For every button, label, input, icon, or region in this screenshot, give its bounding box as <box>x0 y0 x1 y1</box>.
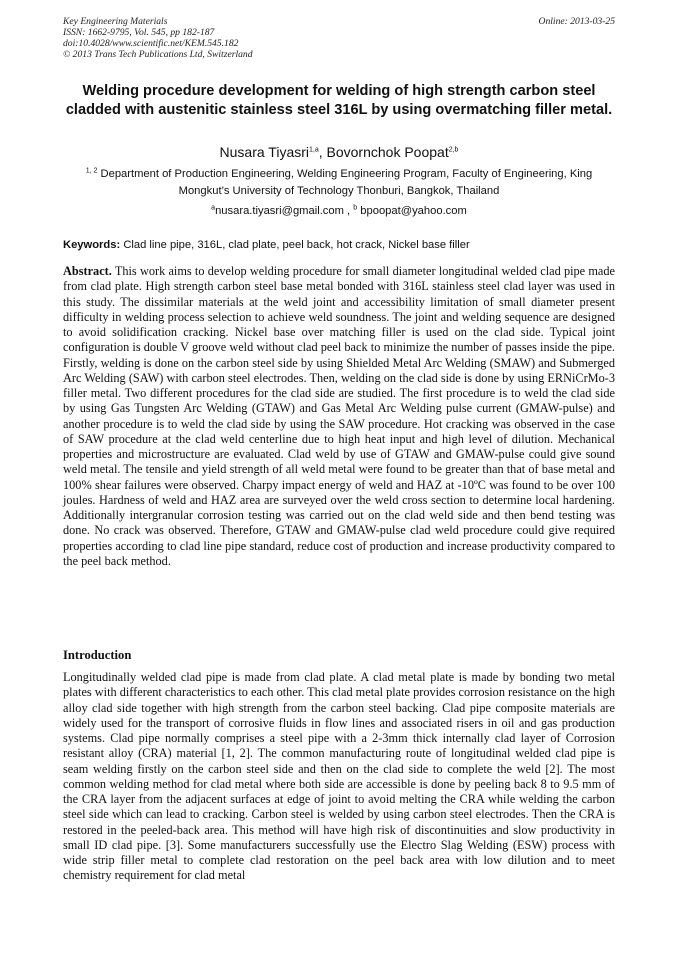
email-separator: , <box>343 205 354 217</box>
author-list <box>60 143 618 161</box>
affiliation-superscript: 1, 2 <box>85 167 98 175</box>
keywords-label: Keywords: <box>63 239 121 251</box>
keywords-text: Clad line pipe, 316L, clad plate, peel back, hot crack, Nickel base filler <box>123 239 470 251</box>
copyright-line: © 2013 Trans Tech Publications Ltd, Switzerland <box>63 49 253 60</box>
author-name: Bovornchok Poopat <box>326 144 449 160</box>
online-date: Online: 2013-03-25 <box>538 16 615 27</box>
abstract-text: This work aims to develop welding procedure for small diameter longitudinal welded clad pipe made from clad plate. High strength carbon steel base metal bonded with 316L stainless steel clad layer was used in this study. The dissimilar materials at the weld joint and accessibility limitation of small diameter present difficulty in welding process selection to achieve weld soundness. The joint and welding sequence are designed to avoid solidification cracking. Nickel base over matching filler is used on the clad side. Typical joint configuration is double V groove weld without clad peel back to minimize the number of passes inside the pipe. Firstly, welding is done on the carbon steel side by using Shielded Metal Arc Welding (SMAW) and Submerged Arc Welding (SAW) with carbon steel electrodes. Then, welding on the clad side is done by using ERNiCrMo-3 filler metal. Two different procedures for the clad side are studied. The first procedure is to weld the clad side by using Gas Tungsten Arc Welding (GTAW) and Gas Metal Arc Welding pulse current (GMAW-pulse) and another procedure is to weld the clad side by using the SAW procedure. Hot cracking was observed in the case of SAW procedure at the clad weld centerline due to high heat input and high level of dilution. Mechanical properties and microstructure are evaluated. Clad weld by use of GTAW and GMAW-pulse could give sound weld metal. The tensile and yield strength of all weld metal were found to be greater than that of base metal and 100% shear failures were observed. Charpy impact energy of weld and HAZ at -10ºC was found to be over 100 joules. Hardness of weld and HAZ area are surveyed over the weld cross section to determine local hardening. Additionally intergranular corrosion testing was carried out on the clad weld side and then bend testing was done. No crack was observed. Therefore, GTAW and GMAW-pulse clad weld procedure could give required properties according to clad line pipe standard, reduce cost of production and increase productivity compared to the peel back method. <box>63 264 615 568</box>
abstract <box>63 264 615 569</box>
author-separator: , <box>318 144 327 160</box>
journal-header <box>63 16 615 60</box>
affiliation <box>60 166 618 200</box>
email-link[interactable]: bpoopat@yahoo.com <box>360 205 467 217</box>
section-heading: Introduction <box>63 648 132 662</box>
author-emails <box>60 204 618 218</box>
email-superscript: a <box>211 204 216 212</box>
email-link[interactable]: nusara.tiyasri@gmail.com <box>215 205 344 217</box>
abstract-label: Abstract. <box>63 264 112 278</box>
introduction-text: Longitudinally welded clad pipe is made from clad plate. A clad metal plate is made by bonding two metal plates with different characteristics to each other. This clad metal plate provides corrosion resistance on the high alloy clad side together with high strength from the carbon steel backing. Clad pipe composite materials are widely used for the transport of corrosive fluids in flow lines and associated risers in oil and gas production systems. Clad pipe normally comprises a steel pipe with a 2-3mm thick internally clad layer of Corrosion resistant alloy (CRA) material [1, 2]. The common manufacturing route of longitudinal welded clad pipe is seam welding firstly on the carbon steel side and then on the clad side to complete the weld [2]. The most common welding method for clad metal where both side are accessible is done by peeling back 8 to 9.5 mm of the CRA layer from the adjacent surfaces at edge of joint to avoid melting the CRA while welding the carbon steel side which can lead to cracking. Carbon steel is welded by using carbon steel electrodes. Then the CRA is restored in the peeled-back area. This method will have high risk of discontinuities and slow productivity in small ID clad pipe. [3]. Some manufacturers successfully use the Electro Slag Welding (ESW) process with wide strip filler metal to complete clad restoration on the peel back area with low dilution and to meet chemistry requirement for clad metal <box>63 670 615 883</box>
issn-line: ISSN: 1662-9795, Vol. 545, pp 182-187 <box>63 27 215 38</box>
journal-name: Key Engineering Materials <box>63 16 168 27</box>
author-superscript: 1,a <box>309 146 319 154</box>
author-name: Nusara Tiyasri <box>219 144 309 160</box>
email-superscript: b <box>353 204 358 212</box>
affiliation-text: Department of Production Engineering, Welding Engineering Program, Faculty of Engineering, King Mongkut’s University of Technology Thonburi, Bangkok, Thailand <box>100 168 593 197</box>
author-superscript: 2,b <box>448 146 459 154</box>
doi-line: doi:10.4028/www.scientific.net/KEM.545.182 <box>63 38 239 49</box>
paper-title: Welding procedure development for welding of high strength carbon steel cladded with austenitic stainless steel 316L by using overmatching filler metal. <box>65 83 613 118</box>
keywords <box>63 238 615 252</box>
